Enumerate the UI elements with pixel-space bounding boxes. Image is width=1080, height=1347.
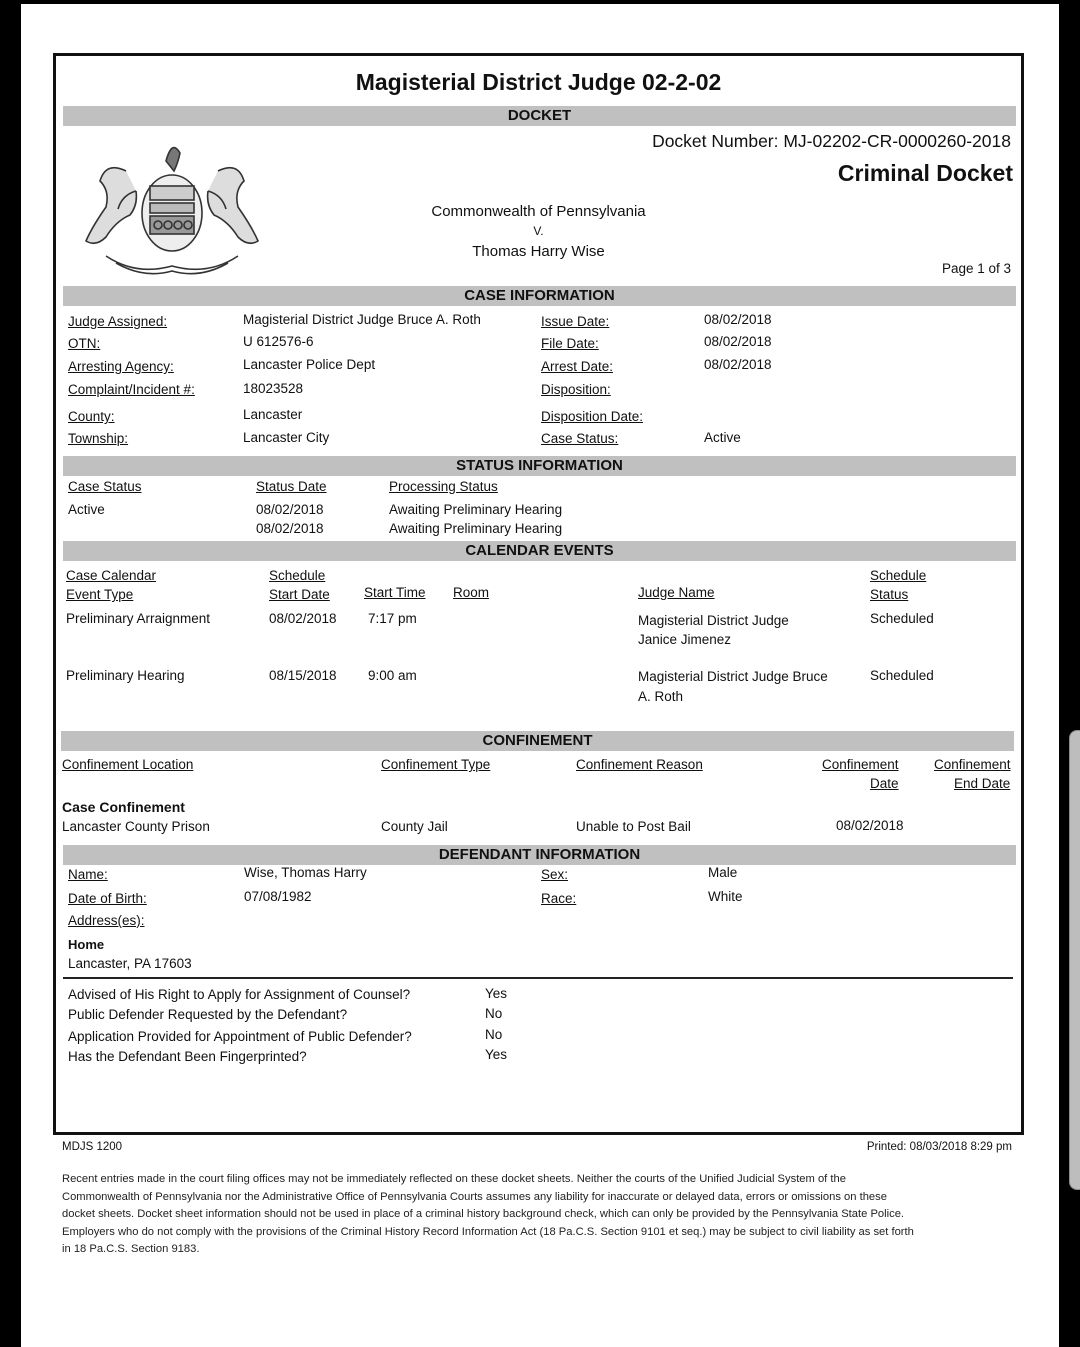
status-col-processing: Processing Status	[389, 479, 498, 494]
question-text: Application Provided for Appointment of Public Defender?	[68, 1029, 412, 1044]
docket-frame	[53, 53, 1024, 1135]
defendant-information-header: DEFENDANT INFORMATION	[63, 845, 1016, 865]
printed-timestamp: Printed: 08/03/2018 8:29 pm	[866, 1141, 1012, 1153]
county-label: County:	[68, 409, 115, 424]
status-cell: 08/02/2018	[256, 502, 324, 517]
caption-plaintiff: Commonwealth of Pennsylvania	[431, 203, 646, 220]
calendar-events-header: CALENDAR EVENTS	[63, 541, 1016, 561]
status-col-case-status: Case Status	[68, 479, 142, 494]
township-value: Lancaster City	[243, 430, 330, 445]
calendar-col-status-1: Schedule	[870, 568, 927, 583]
status-cell: 08/02/2018	[256, 521, 324, 536]
confinement-location: Lancaster County Prison	[62, 819, 210, 834]
address-type: Home	[68, 937, 105, 952]
confinement-col-type: Confinement Type	[381, 757, 491, 772]
caption-v: V.	[533, 224, 544, 238]
confinement-col-end-1: Confinement	[934, 757, 1011, 772]
status-information-header: STATUS INFORMATION	[63, 456, 1016, 476]
event-start-time: 9:00 am	[368, 668, 417, 683]
confinement-header: CONFINEMENT	[61, 731, 1014, 751]
event-status: Scheduled	[870, 611, 934, 626]
defendant-sex: Male	[708, 865, 738, 880]
issue-date-value: 08/02/2018	[704, 312, 772, 327]
confinement-type: County Jail	[381, 819, 448, 834]
docket-number: Docket Number: MJ-02202-CR-0000260-2018	[652, 131, 1011, 151]
arrest-date-label: Arrest Date:	[541, 359, 614, 374]
case-status-value: Active	[704, 430, 741, 445]
judge-assigned-label: Judge Assigned:	[68, 314, 168, 329]
document-page	[21, 4, 1059, 1347]
arrest-date-value: 08/02/2018	[704, 357, 772, 372]
defendant-dob-label: Date of Birth:	[68, 891, 147, 906]
defendant-address-label: Address(es):	[68, 913, 145, 928]
question-text: Advised of His Right to Apply for Assignment of Counsel?	[68, 987, 411, 1002]
event-start-time: 7:17 pm	[368, 611, 417, 626]
event-judge-line2: Janice Jimenez	[638, 632, 732, 647]
section-divider	[63, 977, 1013, 979]
status-cell: Active	[68, 502, 105, 517]
event-judge-line2: A. Roth	[638, 689, 684, 704]
calendar-col-start-date-1: Schedule	[269, 568, 326, 583]
calendar-col-status-2: Status	[870, 587, 909, 602]
scrollbar-handle[interactable]	[1069, 730, 1080, 1190]
status-cell: Awaiting Preliminary Hearing	[389, 502, 563, 517]
disposition-date-label: Disposition Date:	[541, 409, 644, 424]
event-start-date: 08/02/2018	[269, 611, 337, 626]
defendant-race: White	[708, 889, 743, 904]
status-col-date: Status Date	[256, 479, 327, 494]
calendar-col-event-type-2: Event Type	[66, 587, 134, 602]
county-value: Lancaster	[243, 407, 303, 422]
confinement-col-date-1: Confinement	[822, 757, 899, 772]
docket-bar: DOCKET	[63, 106, 1016, 126]
case-status-label: Case Status:	[541, 431, 619, 446]
file-date-value: 08/02/2018	[704, 334, 772, 349]
confinement-col-end-2: End Date	[954, 776, 1011, 791]
calendar-col-start-date-2: Start Date	[269, 587, 330, 602]
event-type: Preliminary Hearing	[66, 668, 185, 683]
confinement-reason: Unable to Post Bail	[576, 819, 691, 834]
arresting-agency-value: Lancaster Police Dept	[243, 357, 376, 372]
calendar-col-start-time: Start Time	[364, 585, 426, 600]
event-judge-line1: Magisterial District Judge Bruce	[638, 669, 828, 684]
file-date-label: File Date:	[541, 336, 599, 351]
question-text: Has the Defendant Been Fingerprinted?	[68, 1049, 307, 1064]
caption-defendant: Thomas Harry Wise	[472, 243, 605, 260]
complaint-label: Complaint/Incident #:	[68, 382, 195, 397]
otn-value: U 612576-6	[243, 334, 314, 349]
confinement-col-reason: Confinement Reason	[576, 757, 703, 772]
confinement-date: 08/02/2018	[836, 818, 904, 833]
confinement-col-location: Confinement Location	[62, 757, 194, 772]
question-answer: Yes	[485, 1047, 508, 1062]
defendant-dob: 07/08/1982	[244, 889, 312, 904]
page-number: Page 1 of 3	[941, 261, 1011, 276]
defendant-race-label: Race:	[541, 891, 577, 906]
case-information-header: CASE INFORMATION	[63, 286, 1016, 306]
calendar-col-room: Room	[453, 585, 490, 600]
disclaimer: Recent entries made in the court filing offices may not be immediately reflected on these docket sheets. Neither the courts of the Unified Judicial System of the Commonwealth of Pennsylvania nor the Administrative Office of Pennsylvania Courts assumes any liability for inaccurate or delayed data, errors or omissions on these docket sheets. Docket sheet information should not be used in place of a criminal history background check, which can only be provided by the Pennsylvania State Police. Employers who do not comply with the provisions of the Criminal History Record Information Act (18 Pa.C.S. Section 9101 et seq.) may be subject to civil liability as set forth in 18 Pa.C.S. Section 9183.	[62, 1173, 914, 1256]
issue-date-label: Issue Date:	[541, 314, 610, 329]
question-answer: No	[485, 1027, 503, 1042]
arresting-agency-label: Arresting Agency:	[68, 359, 174, 374]
question-answer: No	[485, 1006, 503, 1021]
defendant-name: Wise, Thomas Harry	[244, 865, 367, 880]
confinement-col-date-2: Date	[870, 776, 899, 791]
form-id: MDJS 1200	[62, 1141, 123, 1153]
case-confinement-label: Case Confinement	[62, 799, 185, 815]
event-start-date: 08/15/2018	[269, 668, 337, 683]
complaint-value: 18023528	[243, 381, 304, 396]
judge-assigned-value: Magisterial District Judge Bruce A. Roth	[243, 312, 481, 327]
event-judge-line1: Magisterial District Judge	[638, 613, 789, 628]
docket-type: Criminal Docket	[837, 160, 1013, 186]
court-title: Magisterial District Judge 02-2-02	[355, 69, 722, 95]
question-answer: Yes	[485, 986, 508, 1001]
defendant-sex-label: Sex:	[541, 867, 569, 882]
calendar-col-event-type-1: Case Calendar	[66, 568, 157, 583]
otn-label: OTN:	[68, 336, 101, 351]
question-text: Public Defender Requested by the Defendant?	[68, 1007, 348, 1022]
event-status: Scheduled	[870, 668, 934, 683]
defendant-name-label: Name:	[68, 867, 108, 882]
defendant-address: Lancaster, PA 17603	[68, 956, 192, 971]
event-type: Preliminary Arraignment	[66, 611, 211, 626]
calendar-col-judge-name: Judge Name	[638, 585, 715, 600]
township-label: Township:	[68, 431, 129, 446]
status-cell: Awaiting Preliminary Hearing	[389, 521, 563, 536]
disposition-label: Disposition:	[541, 382, 611, 397]
